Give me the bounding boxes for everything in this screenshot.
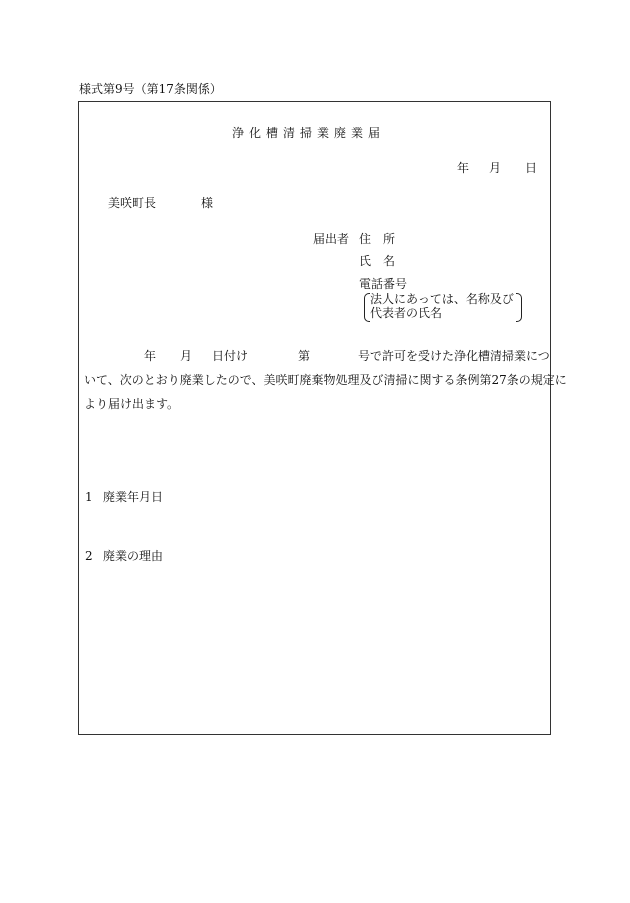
corporate-note-line1: 法人にあっては、名称及び: [370, 292, 514, 306]
address-label: 住 所: [359, 232, 396, 246]
form-title: 浄化槽清掃業廃業届: [232, 126, 386, 140]
item-number: 2: [85, 549, 93, 563]
body-line2: いて、次のとおり廃業したので、美咲町廃棄物処理及び清掃に関する条例第27条の規定に: [84, 373, 567, 387]
name-label: 氏 名: [359, 254, 396, 268]
body-month: 月: [180, 349, 193, 363]
addressee-honorific: 様: [201, 196, 214, 210]
addressee-name: 美咲町長: [108, 196, 157, 210]
bracket-right: [516, 293, 522, 322]
item-number: 1: [85, 490, 93, 504]
body-line3: より届け出ます。: [84, 397, 180, 411]
form-number: 様式第9号（第17条関係）: [79, 82, 222, 96]
date-day: 日: [525, 161, 538, 175]
body-year: 年: [144, 349, 157, 363]
body-line1-rest: 号で許可を受けた浄化槽清掃業につ: [358, 349, 550, 363]
date-year: 年: [457, 161, 470, 175]
date-month: 月: [489, 161, 502, 175]
notifier-label: 届出者: [313, 232, 350, 246]
phone-label: 電話番号: [359, 277, 408, 291]
body-dated: 日付け: [212, 349, 249, 363]
corporate-note-line2: 代表者の氏名: [370, 306, 443, 320]
body-number-prefix: 第: [298, 349, 311, 363]
item-label: 廃業の理由: [103, 549, 164, 563]
item-label: 廃業年月日: [103, 490, 164, 504]
